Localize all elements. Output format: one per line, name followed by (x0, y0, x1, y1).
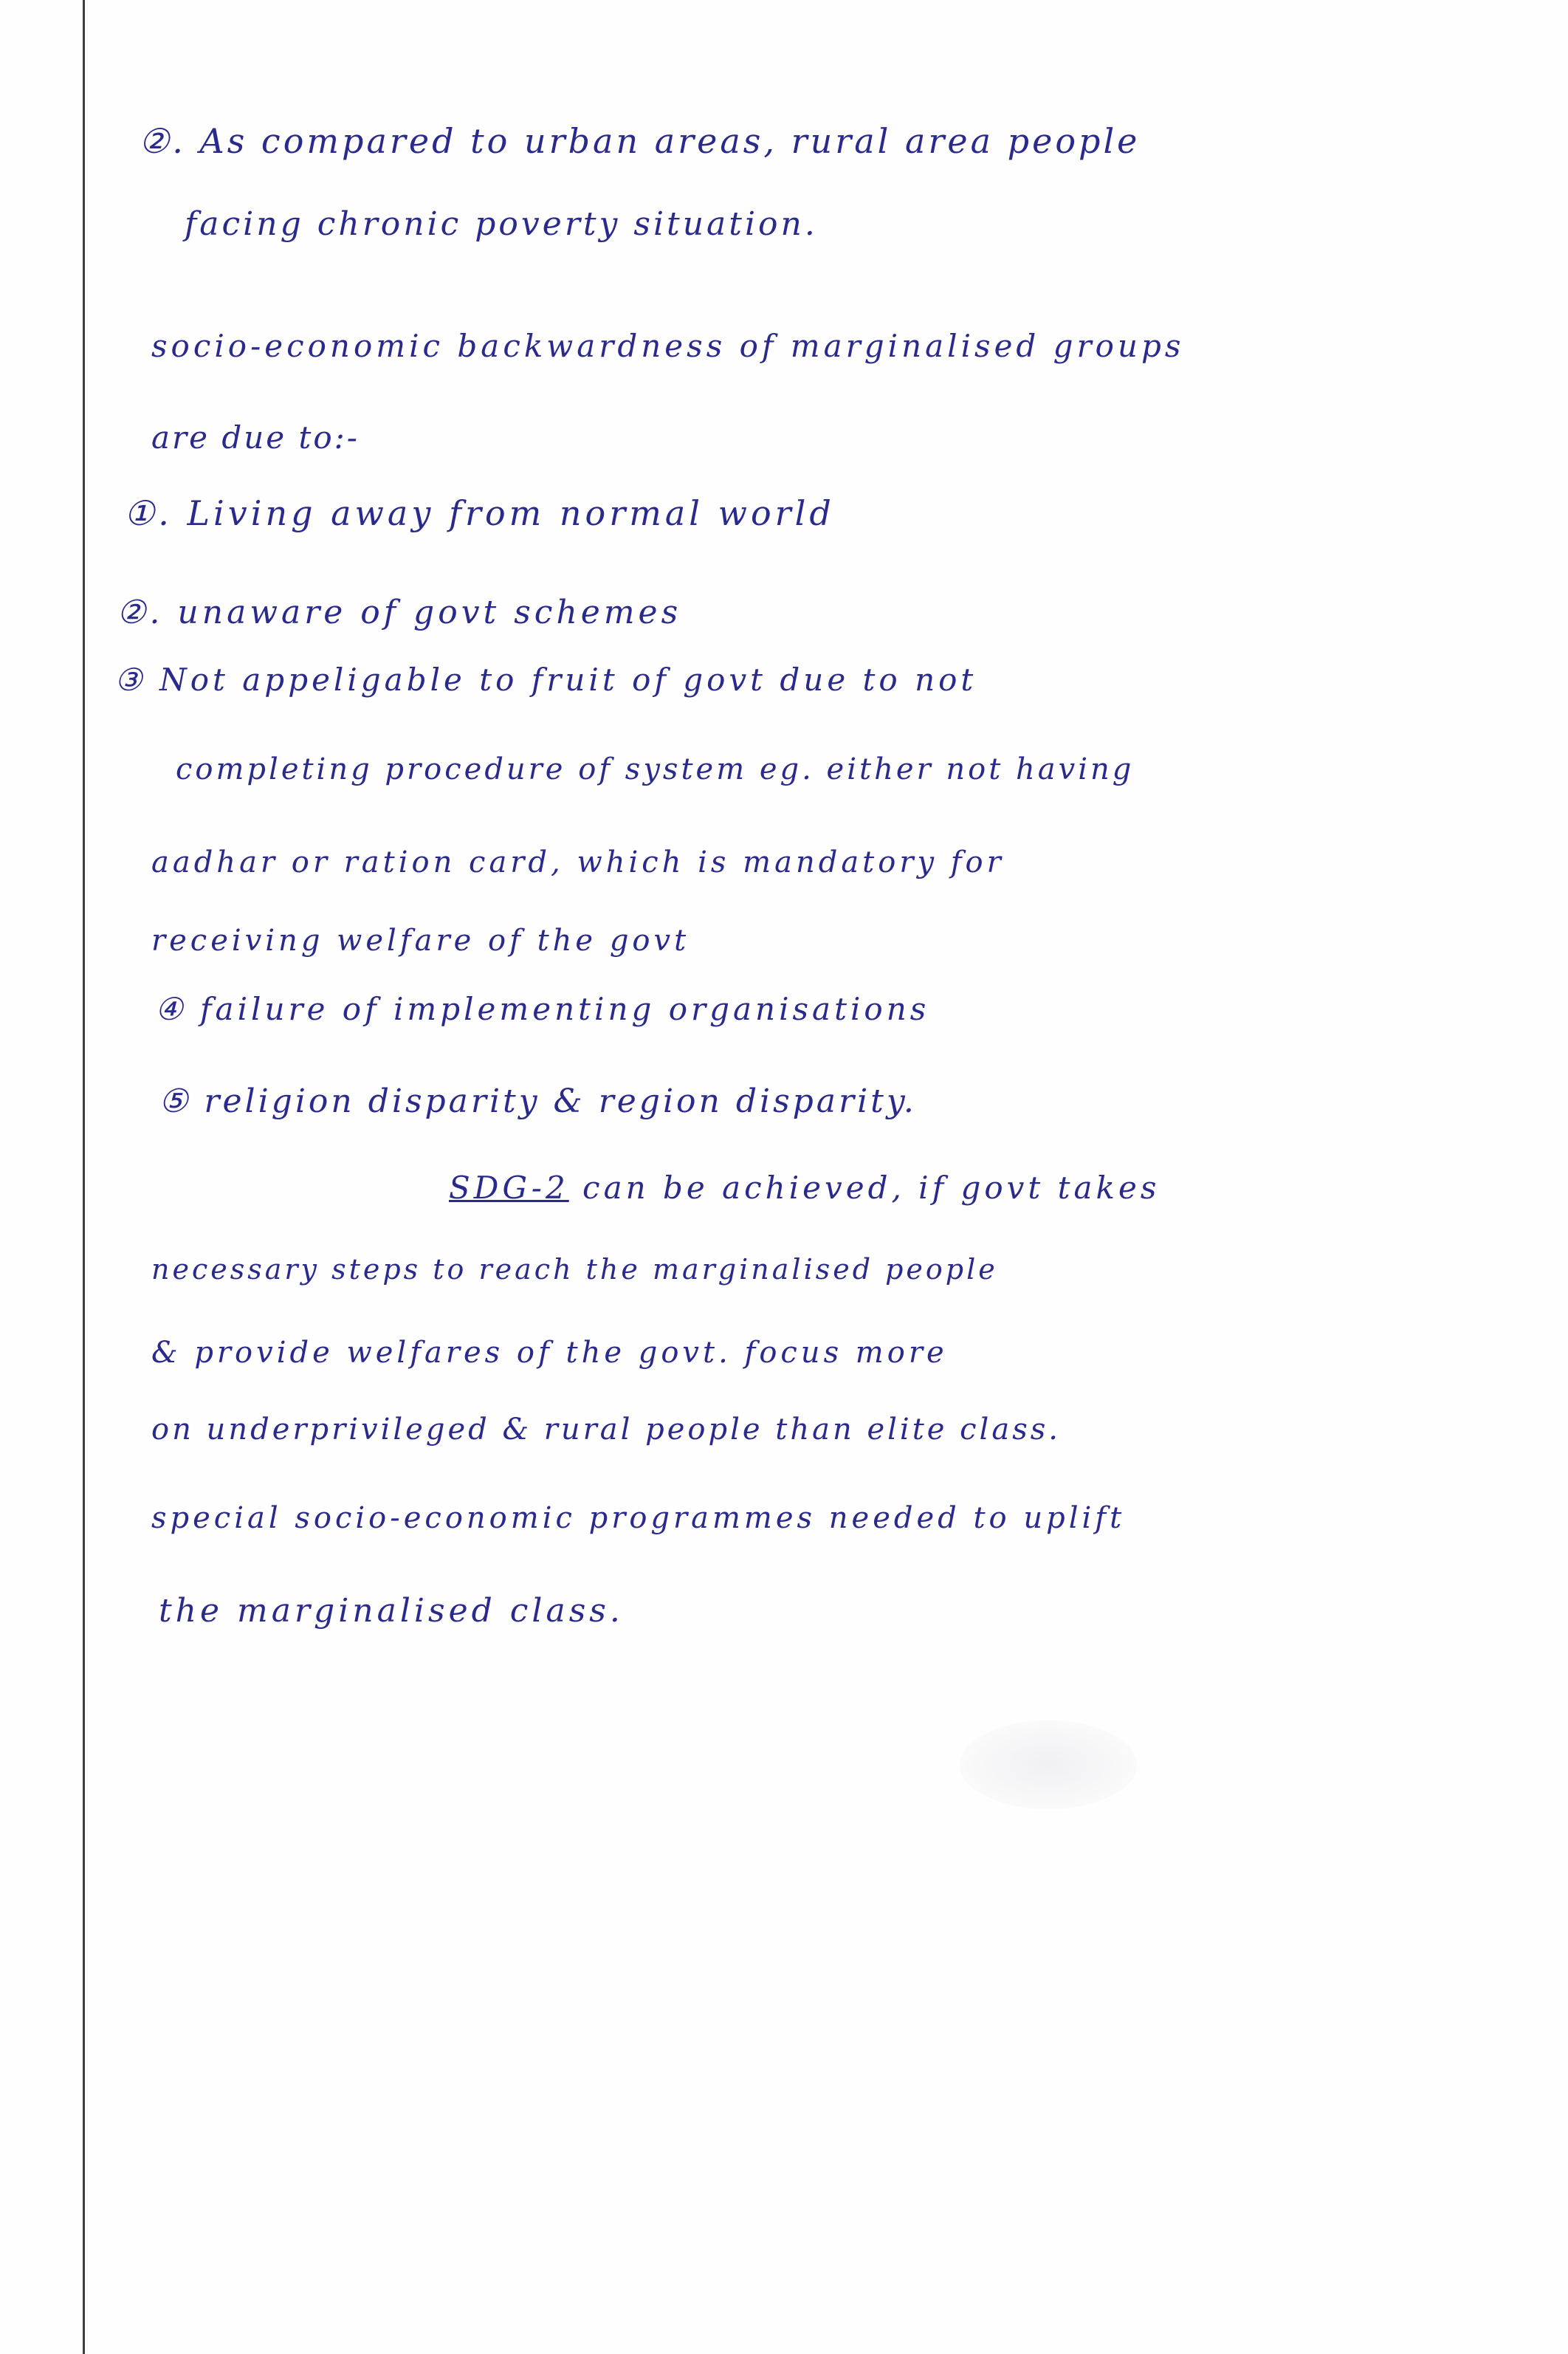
text-line-11: ④ failure of implementing organisations (155, 991, 930, 1027)
text-line-12: ⑤ religion disparity & region disparity. (159, 1082, 917, 1120)
text-line-17: special socio-economic programmes needed to uplift (151, 1501, 1126, 1535)
text-line-16: on underprivileged & rural people than elite class. (151, 1413, 1061, 1447)
page-margin-line (83, 0, 85, 2354)
text-line-6: ②. unaware of govt schemes (117, 594, 682, 631)
faint-show-through-mark (960, 1720, 1137, 1809)
text-line-14: necessary steps to reach the marginalised people (151, 1253, 998, 1286)
text-line-5: ①. Living away from normal world (124, 493, 835, 533)
text-line-3: socio-economic backwardness of marginalised groups (151, 328, 1185, 364)
text-line-9: aadhar or ration card, which is mandatory for (151, 845, 1005, 879)
text-line-7: ③ Not appeligable to fruit of govt due to not (114, 662, 977, 698)
text-line-4: are due to:- (151, 419, 360, 456)
text-line-18: the marginalised class. (159, 1592, 624, 1630)
sdg-2-heading: SDG-2 (449, 1170, 569, 1206)
text-line-8: completing procedure of system eg. either not having (176, 752, 1135, 786)
text-line-15: & provide welfares of the govt. focus more (151, 1336, 948, 1370)
text-line-1: ②. As compared to urban areas, rural area people (139, 121, 1141, 161)
text-line-13: SDG-2 can be achieved, if govt takes (449, 1170, 1160, 1206)
text-line-2: facing chronic poverty situation. (185, 205, 818, 243)
text-line-10: receiving welfare of the govt (151, 924, 690, 958)
